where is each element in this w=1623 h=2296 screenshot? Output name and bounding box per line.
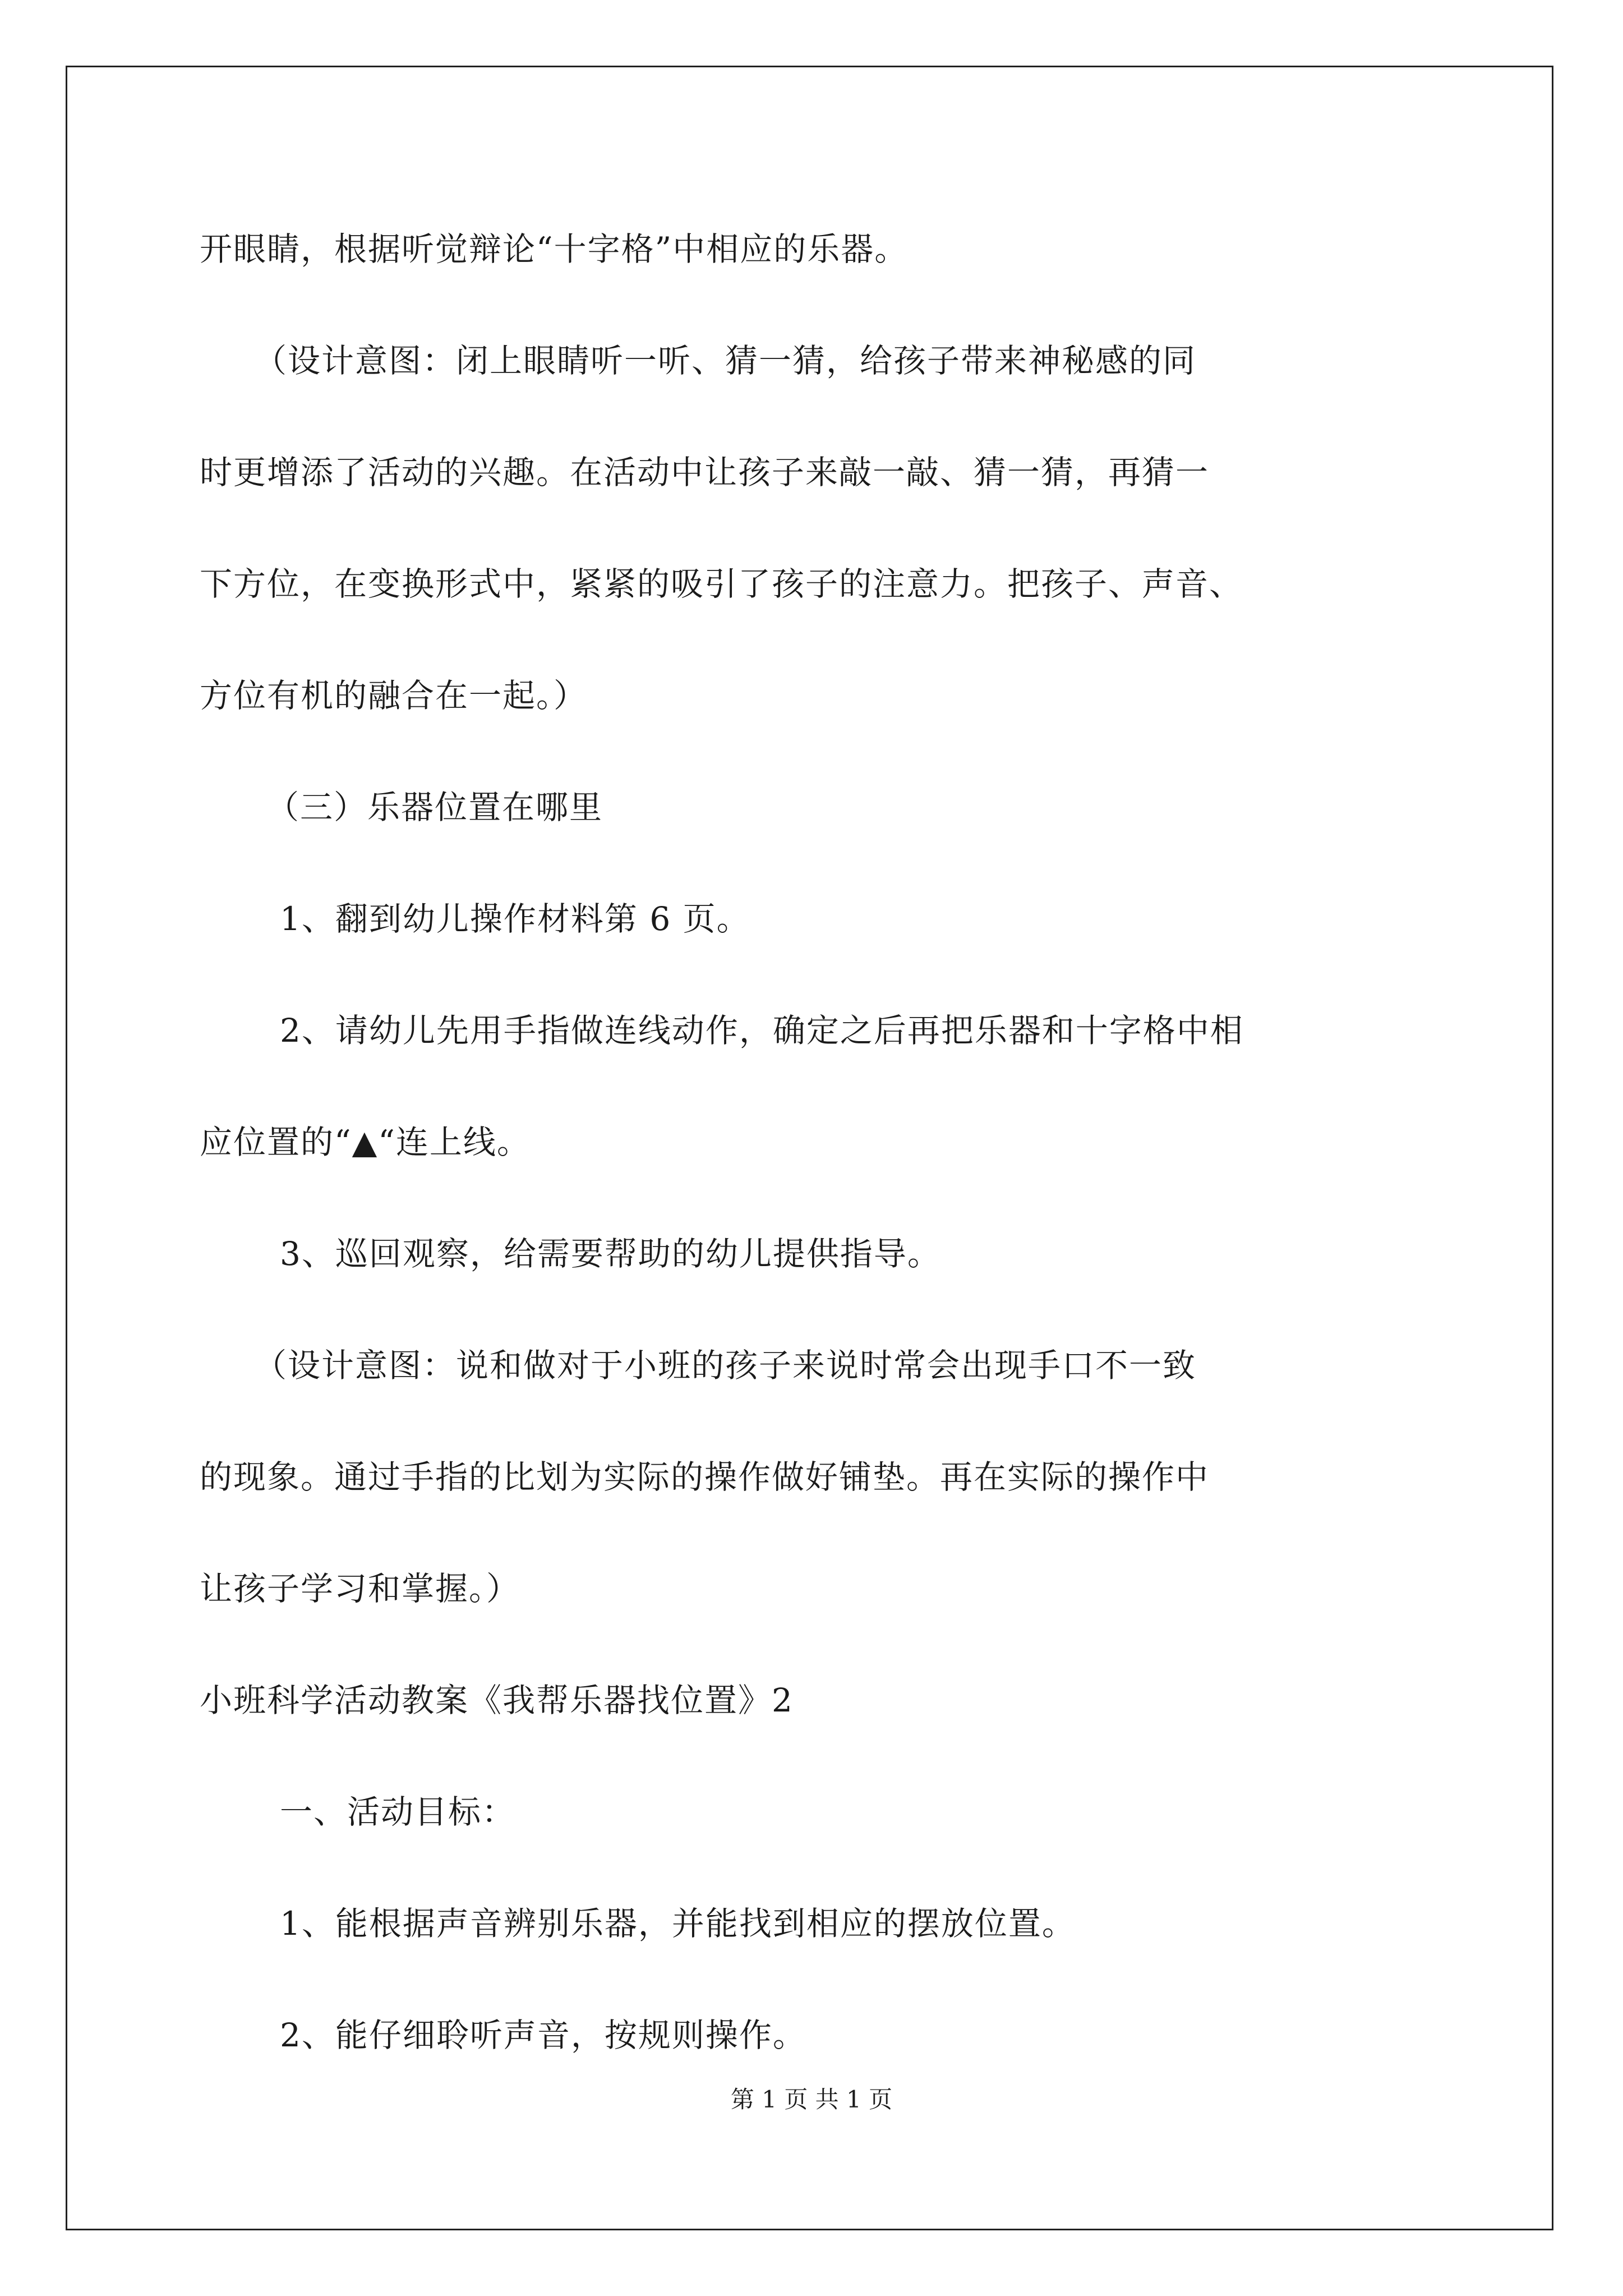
text-line: （设计意图：说和做对于小班的孩子来说时常会出现手口不一致 bbox=[254, 1346, 1197, 1384]
text-line: 时更增添了活动的兴趣。在活动中让孩子来敲一敲、猜一猜，再猜一 bbox=[200, 453, 1210, 491]
text-line: 1、翻到幼儿操作材料第 6 页。 bbox=[280, 900, 750, 938]
text-line: 让孩子学习和掌握。） bbox=[200, 1570, 520, 1608]
text-line: 2、请幼儿先用手指做连线动作，确定之后再把乐器和十字格中相 bbox=[280, 1011, 1244, 1050]
section-heading: 小班科学活动教案《我帮乐器找位置》2 bbox=[200, 1681, 794, 1719]
text-line: （三）乐器位置在哪里 bbox=[266, 788, 603, 826]
text-line: 应位置的“▲“连上线。 bbox=[200, 1123, 531, 1161]
text-line: 2、能仔细聆听声音，按规则操作。 bbox=[280, 2016, 806, 2054]
text-line: 开眼睛，根据听觉辩论“十字格”中相应的乐器。 bbox=[200, 230, 909, 268]
text-line: 3、巡回观察，给需要帮助的幼儿提供指导。 bbox=[280, 1235, 941, 1273]
text-line: （设计意图：闭上眼睛听一听、猜一猜，给孩子带来神秘感的同 bbox=[254, 342, 1197, 380]
text-line: 一、活动目标： bbox=[280, 1793, 516, 1831]
page-footer: 第 1 页 共 1 页 bbox=[730, 2086, 893, 2113]
text-line: 的现象。通过手指的比划为实际的操作做好铺垫。再在实际的操作中 bbox=[200, 1458, 1210, 1496]
text-line: 下方位，在变换形式中，紧紧的吸引了孩子的注意力。把孩子、声音、 bbox=[200, 565, 1243, 603]
text-line: 1、能根据声音辨别乐器，并能找到相应的摆放位置。 bbox=[280, 1904, 1076, 1943]
text-line: 方位有机的融合在一起。） bbox=[200, 677, 588, 715]
